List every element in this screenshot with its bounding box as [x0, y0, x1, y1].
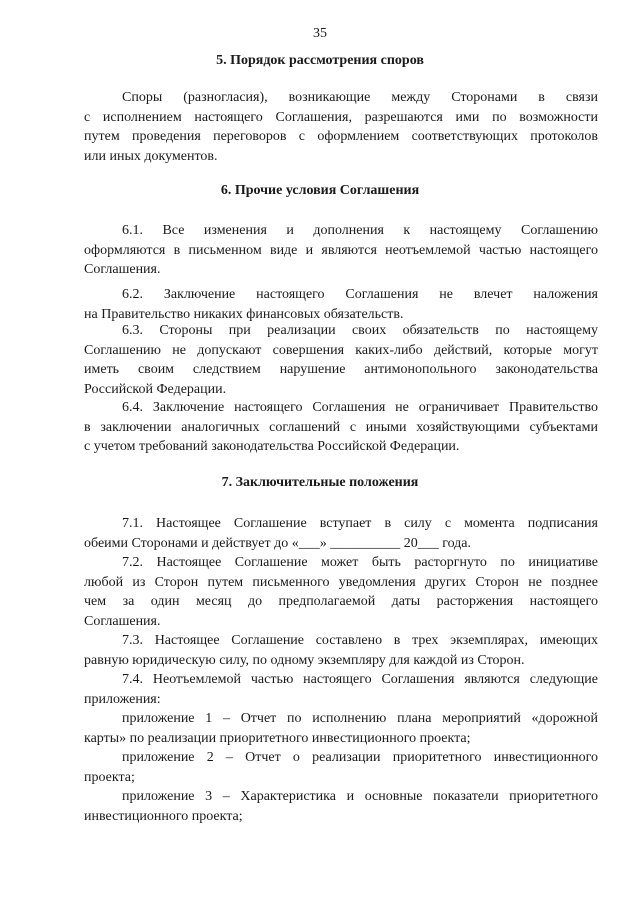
- text-line: 7.4. Неотъемлемой частью настоящего Соглашения являются следующие: [122, 672, 598, 687]
- text-line: равную юридическую силу, по одному экземпляру для каждой из Сторон.: [84, 652, 525, 668]
- text-line: с исполнением настоящего Соглашения, разрешаются ими по возможности: [84, 109, 598, 125]
- appendix-3-item: [84, 787, 598, 826]
- text-line: иметь своим следствием нарушение антимонопольного законодательства: [84, 362, 598, 378]
- clause-7-3: [84, 631, 598, 670]
- text-line: приложение 2 – Отчет о реализации приоритетного инвестиционного: [122, 750, 598, 765]
- section-6-heading: 6. Прочие условия Соглашения: [220, 183, 420, 198]
- clause-6-2: [84, 285, 598, 324]
- text-line: в заключении аналогичных соглашений с иными хозяйствующими субъектами: [84, 419, 598, 435]
- text-line: с учетом требований законодательства Российской Федерации.: [84, 439, 460, 455]
- clause-6-3: [84, 321, 598, 399]
- text-line: 7.1. Настоящее Соглашение вступает в силу с момента подписания: [122, 516, 598, 531]
- appendix-2-item: [84, 748, 598, 787]
- text-line: 7.3. Настоящее Соглашение составлено в трех экземплярах, имеющих: [122, 633, 598, 648]
- text-line: Соглашения.: [84, 613, 161, 629]
- text-line: 7.2. Настоящее Соглашение может быть расторгнуто по инициативе: [122, 555, 598, 570]
- clause-6-1: [84, 221, 598, 280]
- text-line: Споры (разногласия), возникающие между Сторонами в связи: [122, 90, 598, 105]
- text-line: путем проведения переговоров с оформлением соответствующих протоколов: [84, 129, 598, 145]
- text-line: Соглашению не допускают совершения каких-либо действий, которые могут: [84, 342, 598, 358]
- text-line: чем за один месяц до предполагаемой даты расторжения настоящего: [84, 594, 598, 610]
- clause-7-2: [84, 553, 598, 631]
- section-5-paragraph-1: [84, 88, 598, 166]
- section-5-heading: 5. Порядок рассмотрения споров: [216, 53, 424, 68]
- text-line: 6.2. Заключение настоящего Соглашения не влечет наложения: [122, 287, 598, 302]
- text-line: 6.1. Все изменения и дополнения к настоящему Соглашению: [122, 223, 598, 238]
- text-line: или иных документов.: [84, 148, 218, 164]
- section-7-heading: 7. Заключительные положения: [221, 475, 419, 490]
- text-line: приложение 3 – Характеристика и основные показатели приоритетного: [122, 789, 598, 804]
- clause-7-4: [84, 670, 598, 709]
- text-line: инвестиционного проекта;: [84, 808, 243, 824]
- text-line: 6.3. Стороны при реализации своих обязательств по настоящему: [122, 323, 598, 338]
- page-number: 35: [313, 26, 327, 41]
- text-line: обеими Сторонами и действует до «___» __________ 20___ года.: [84, 535, 472, 551]
- text-line: любой из Сторон путем письменного уведомления других Сторон не позднее: [84, 574, 598, 590]
- text-line: Соглашения.: [84, 262, 161, 278]
- text-line: на Правительство никаких финансовых обязательств.: [84, 306, 404, 322]
- text-line: приложения:: [84, 691, 161, 707]
- text-line: Российской Федерации.: [84, 381, 227, 397]
- text-line: проекта;: [84, 769, 135, 785]
- text-line: оформляются в письменном виде и являются неотъемлемой частью настоящего: [84, 242, 598, 258]
- text-line: карты» по реализации приоритетного инвестиционного проекта;: [84, 730, 471, 746]
- clause-7-1: [84, 514, 598, 553]
- text-line: 6.4. Заключение настоящего Соглашения не ограничивает Правительство: [122, 400, 598, 415]
- appendix-1-item: [84, 709, 598, 748]
- text-line: приложение 1 – Отчет по исполнению плана мероприятий «дорожной: [122, 711, 598, 726]
- clause-6-4: [84, 398, 598, 457]
